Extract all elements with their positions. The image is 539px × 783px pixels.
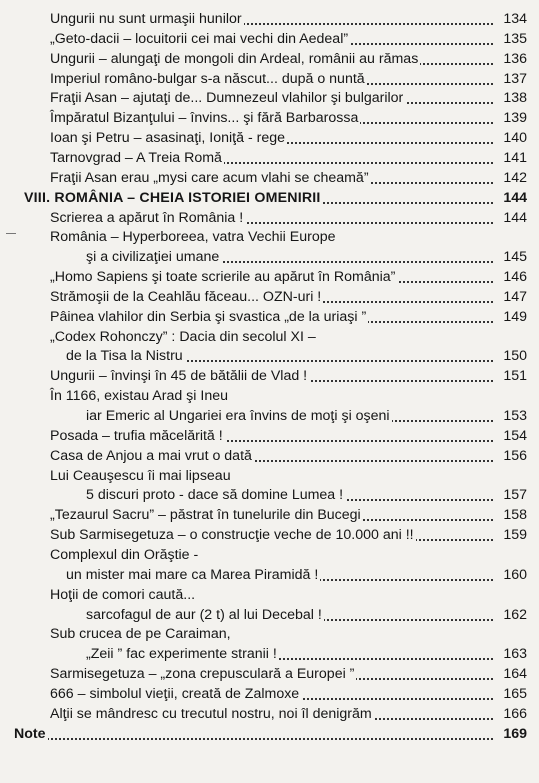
toc-chapter-heading (0, 189, 539, 208)
toc-entry-title: 5 discuri proto - dace să domine Lumea ! (86, 487, 344, 504)
toc-entry (0, 347, 539, 366)
toc-page-number: 163 (495, 645, 527, 664)
toc-entry (0, 228, 539, 247)
toc-entry (0, 70, 539, 89)
toc-entry (0, 109, 539, 128)
toc-entry-title: Alţii se mândresc cu trecutul nostru, noi îl denigrăm (50, 705, 372, 722)
toc-entry-title: „Zeii ” fac experimente stranii ! (86, 646, 277, 663)
toc-entry (0, 665, 539, 684)
toc-page-number: 147 (495, 288, 527, 307)
toc-entry-title: Imperiul româno-bulgar s-a născut... după o nuntă (50, 70, 365, 87)
toc-page-number: 141 (495, 149, 527, 168)
toc-entry (0, 407, 539, 426)
toc-entry-title: de la Tisa la Nistru (66, 348, 183, 365)
toc-entry (0, 387, 539, 406)
toc-page-number: 145 (495, 248, 527, 267)
toc-page-number: 142 (495, 169, 527, 188)
toc-entry (0, 427, 539, 446)
toc-entry-title: „Geto-dacii – locuitorii cei mai vechi din Aedeal” (50, 30, 349, 47)
toc-entry-title: Note (14, 725, 46, 742)
toc-entry (0, 209, 539, 228)
toc-entry-title: Lui Ceauşescu îi mai lipseau (50, 467, 231, 484)
toc-entry (0, 367, 539, 386)
toc-entry-title: Pâinea vlahilor din Serbia şi svastica „de la uriaşi ” (50, 308, 367, 325)
toc-entry-title: un mister mai mare ca Marea Piramidă ! (66, 566, 319, 583)
toc-entry-title: În 1166, existau Arad şi Ineu (50, 388, 228, 405)
toc-entry-title: „Tezaurul Sacru” – păstrat în tunelurile din Bucegi (50, 507, 361, 524)
toc-entry (0, 169, 539, 188)
toc-entry (0, 606, 539, 625)
toc-page-number: 136 (495, 50, 527, 69)
toc-entry-title: Fraţii Asan – ajutaţi de... Dumnezeul vlahilor şi bulgarilor (50, 90, 404, 107)
toc-entry-title: Scrierea a apărut în România ! (50, 209, 244, 226)
toc-entry-title: Ungurii – învinşi în 45 de bătălii de Vlad ! (50, 368, 308, 385)
toc-page-number: 144 (495, 209, 527, 228)
toc-entry-title: Sarmisegetuza – „zona crepusculară a Europei ” (50, 666, 355, 683)
toc-entry (0, 129, 539, 148)
toc-entry-title: Hoţii de comori caută... (50, 586, 196, 603)
toc-entry-title: Tarnovgrad – A Treia Romă (50, 149, 222, 166)
toc-entry (0, 50, 539, 69)
toc-entry (0, 625, 539, 644)
toc-page-number: 153 (495, 407, 527, 426)
toc-page-number: 162 (495, 606, 527, 625)
toc-entry-title: Împăratul Bizanţului – învins... şi fără Barbarossa (50, 110, 359, 127)
toc-notes-entry (0, 725, 539, 744)
toc-entry (0, 526, 539, 545)
toc-entry (0, 10, 539, 29)
toc-entry-title: VIII. ROMÂNIA – CHEIA ISTORIEI OMENIRII (24, 189, 321, 206)
toc-entry (0, 705, 539, 724)
toc-entry-title: sarcofagul de aur (2 t) al lui Decebal ! (86, 606, 322, 623)
toc-page-number: 154 (495, 427, 527, 446)
toc-entry (0, 447, 539, 466)
toc-page-number: 159 (495, 526, 527, 545)
toc-page-number: 150 (495, 347, 527, 366)
toc-entry-title: Ioan şi Petru – asasinaţi, Ioniţă - rege (50, 130, 286, 147)
toc-page-number: 169 (495, 725, 527, 744)
toc-entry-title: România – Hyperboreea, vatra Vechii Europe (50, 229, 336, 246)
toc-entry (0, 328, 539, 347)
toc-entry-title: Ungurii – alungaţi de mongoli din Ardeal, românii au rămas (50, 50, 419, 67)
toc-page-number: 157 (495, 486, 527, 505)
toc-page-number: 164 (495, 665, 527, 684)
toc-entry-title: „Homo Sapiens şi toate scrierile au apărut în România” (50, 269, 396, 286)
toc-entry-title: Complexul din Orăştie - (50, 546, 199, 563)
toc-entry (0, 248, 539, 267)
toc-entry (0, 288, 539, 307)
toc-entry (0, 308, 539, 327)
toc-page-number: 139 (495, 109, 527, 128)
toc-entry-title: iar Emeric al Ungariei era învins de moţi şi oşeni (86, 408, 390, 424)
toc-entry-title: 666 – simbolul vieţii, creată de Zalmoxe (50, 685, 300, 702)
toc-entry (0, 685, 539, 704)
toc-entry-title: Ungurii nu sunt urmaşii hunilor (50, 11, 242, 27)
toc-page-number: 165 (495, 685, 527, 704)
toc-page-number: 160 (495, 566, 527, 585)
toc-entry (0, 566, 539, 585)
toc-entry-title: „Codex Rohonczy” : Dacia din secolul XI – (50, 328, 316, 345)
toc-entry-title: Casa de Anjou a mai vrut o dată (50, 447, 252, 464)
toc-page-number: 151 (495, 367, 527, 386)
toc-entry (0, 89, 539, 108)
toc-page-number: 135 (495, 30, 527, 49)
toc-entry-title: Sub crucea de pe Caraiman, (50, 626, 231, 643)
toc-page-number: 149 (495, 308, 527, 327)
toc-page-number: 158 (495, 506, 527, 525)
toc-entry (0, 506, 539, 525)
toc-page-number: 166 (495, 705, 527, 724)
toc-entry-title: Fraţii Asan erau „mysi care acum vlahi se cheamă” (50, 169, 369, 186)
toc-page-number: 144 (495, 189, 527, 208)
toc-entry-title: Strămoşii de la Ceahlău făceau... OZN-uri ! (50, 288, 322, 305)
toc-entry (0, 586, 539, 605)
toc-entry (0, 486, 539, 505)
toc-entry (0, 149, 539, 168)
toc-page-number: 137 (495, 70, 527, 89)
toc-entry (0, 467, 539, 486)
toc-leader-dots (20, 738, 493, 740)
toc-page-number: 138 (495, 89, 527, 108)
toc-page-number: 134 (495, 10, 527, 29)
toc-page-number: 140 (495, 129, 527, 148)
toc-entry-title: Posada – trufia măcelărită ! (50, 427, 223, 444)
toc-entry-title: Sub Sarmisegetuza – o construcţie veche de 10.000 ani !! (50, 527, 414, 544)
toc-page-number: 146 (495, 268, 527, 287)
toc-entry (0, 30, 539, 49)
toc-entry (0, 546, 539, 565)
toc-entry (0, 268, 539, 287)
toc-entry (0, 645, 539, 664)
toc-entry-title: şi a civilizaţiei umane (86, 249, 220, 266)
toc-page-number: 156 (495, 447, 527, 466)
